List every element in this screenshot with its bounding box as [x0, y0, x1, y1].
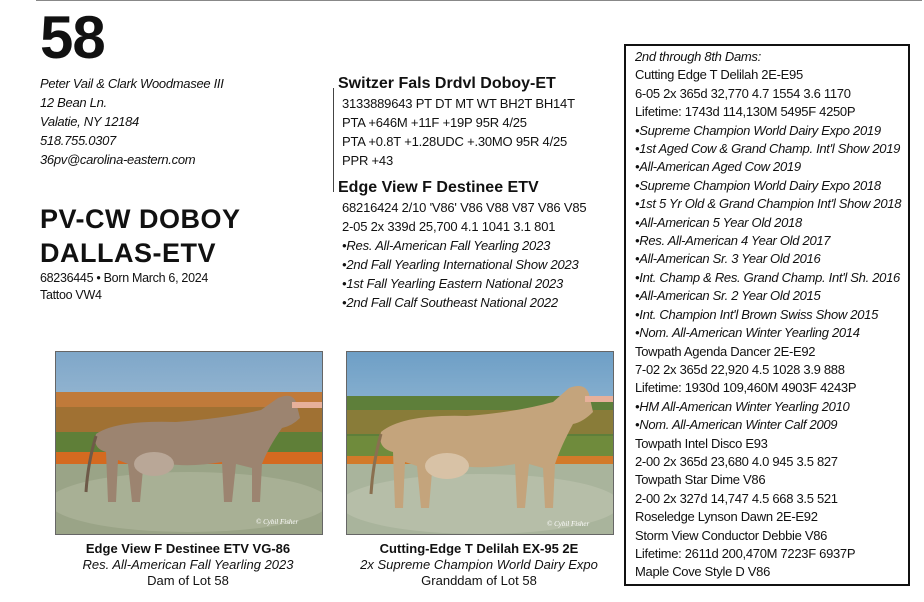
animal-name	[40, 202, 241, 270]
dam-record-line: Towpath Intel Disco E93	[635, 435, 768, 451]
dam-honor-line: •All-American Aged Cow 2019	[635, 159, 801, 175]
dam-honor: •2nd Fall Calf Southeast National 2022	[342, 295, 558, 310]
dam-honor-line: •Nom. All-American Winter Calf 2009	[635, 417, 838, 433]
dam-line: 2-05 2x 339d 25,700 4.1 1041 3.1 801	[342, 219, 556, 234]
sire-line: 3133889643 PT DT MT WT BH2T BH14T	[342, 96, 575, 111]
caption-award: Res. All-American Fall Yearling 2023	[82, 557, 294, 572]
dam-honor: •1st Fall Yearling Eastern National 2023	[342, 276, 564, 291]
photo-watermark: © Cybil Fisher	[256, 518, 299, 526]
dam-record-line: Lifetime: 1743d 114,130M 5495F 4250P	[635, 104, 856, 120]
dam-honor-line: •1st 5 Yr Old & Grand Champion Int'l Show 2018	[635, 196, 902, 212]
dam-honor-line: •All-American Sr. 3 Year Old 2016	[635, 251, 821, 267]
lot-number: 58	[40, 4, 105, 71]
dam-record-line: 2-00 2x 365d 23,680 4.0 945 3.5 827	[635, 453, 838, 469]
photo-watermark: © Cybil Fisher	[547, 520, 590, 528]
caption-title: Edge View F Destinee ETV VG-86	[85, 541, 291, 556]
granddam-photo	[346, 351, 614, 535]
dam-record-line: Maple Cove Style D V86	[635, 564, 771, 580]
dam-honor-line: •1st Aged Cow & Grand Champ. Int'l Show 2019	[635, 141, 901, 157]
consignor-email: 36pv@carolina-eastern.com	[40, 152, 196, 167]
dams-box	[624, 44, 910, 586]
consignor-street: 12 Bean Ln.	[40, 95, 107, 110]
animal-name-line1: PV-CW DOBOY	[40, 204, 241, 234]
registration-birth: 68236445 • Born March 6, 2024	[40, 271, 209, 285]
dam-honor-line: •HM All-American Winter Yearling 2010	[635, 398, 850, 414]
dam-record-line: 2-00 2x 327d 14,747 4.5 668 3.5 521	[635, 490, 838, 506]
top-rule	[36, 0, 922, 1]
sire-line: PPR +43	[342, 153, 393, 168]
dam-honor-line: •Int. Champ & Res. Grand Champ. Int'l Sh. 2016	[635, 269, 900, 285]
dams-lines	[635, 66, 908, 581]
pedigree-bracket	[333, 88, 334, 192]
dam-honor-line: •All-American 5 Year Old 2018	[635, 214, 802, 230]
consignor-info	[40, 74, 224, 169]
animal-name-line2: DALLAS-ETV	[40, 238, 216, 268]
dam-honor-line: •Res. All-American 4 Year Old 2017	[635, 233, 831, 249]
cow-photo-illustration	[56, 352, 322, 534]
dam-name: Edge View F Destinee ETV	[338, 179, 539, 196]
dam-honor-line: •Nom. All-American Winter Yearling 2014	[635, 325, 860, 341]
consignor-city: Valatie, NY 12184	[40, 114, 139, 129]
dam-record-line: 6-05 2x 365d 32,770 4.7 1554 3.6 1170	[635, 85, 851, 101]
dam-honor: •Res. All-American Fall Yearling 2023	[342, 238, 551, 253]
dam-photo-caption	[55, 541, 321, 589]
cow-photo-illustration	[347, 352, 613, 534]
dam-honor-line: •Supreme Champion World Dairy Expo 2018	[635, 177, 881, 193]
pedigree	[338, 74, 586, 312]
dams-heading: 2nd through 8th Dams:	[635, 49, 761, 64]
sire-line: PTA +0.8T +1.28UDC +.30MO 95R 4/25	[342, 134, 568, 149]
sire-name: Switzer Fals Drdvl Doboy-ET	[338, 75, 556, 92]
dam-record-line: Cutting Edge T Delilah 2E-E95	[635, 67, 803, 83]
dam-record-line: 7-02 2x 365d 22,920 4.5 1028 3.9 888	[635, 361, 845, 377]
caption-relation: Granddam of Lot 58	[421, 573, 537, 588]
caption-title: Cutting-Edge T Delilah EX-95 2E	[379, 541, 579, 556]
sire-details	[338, 94, 586, 170]
caption-award: 2x Supreme Champion World Dairy Expo	[360, 557, 598, 572]
dam-record-line: Towpath Agenda Dancer 2E-E92	[635, 343, 816, 359]
consignor-phone: 518.755.0307	[40, 133, 116, 148]
dam-details	[338, 178, 586, 312]
dam-honor: •2nd Fall Yearling International Show 2023	[342, 257, 579, 272]
consignor-names: Peter Vail & Clark Woodmasee III	[40, 76, 224, 91]
dam-record-line: Lifetime: 1930d 109,460M 4903F 4243P	[635, 380, 857, 396]
dam-honor-line: •All-American Sr. 2 Year Old 2015	[635, 288, 821, 304]
dam-line: 68216424 2/10 'V86' V86 V88 V87 V86 V85	[342, 200, 587, 215]
granddam-photo-caption	[334, 541, 624, 589]
tattoo: Tattoo VW4	[40, 288, 102, 302]
dam-record-line: Towpath Star Dime V86	[635, 472, 766, 488]
dam-record-line: Roseledge Lynson Dawn 2E-E92	[635, 509, 818, 525]
dam-record-line: Lifetime: 2611d 200,470M 7223F 6937P	[635, 545, 856, 561]
dam-record-line: Storm View Conductor Debbie V86	[635, 527, 828, 543]
animal-registration	[40, 270, 208, 304]
dam-honor-line: •Int. Champion Int'l Brown Swiss Show 2015	[635, 306, 879, 322]
sire-line: PTA +646M +11F +19P 95R 4/25	[342, 115, 527, 130]
caption-relation: Dam of Lot 58	[147, 573, 229, 588]
dam-photo	[55, 351, 323, 535]
dam-honor-line: •Supreme Champion World Dairy Expo 2019	[635, 122, 881, 138]
